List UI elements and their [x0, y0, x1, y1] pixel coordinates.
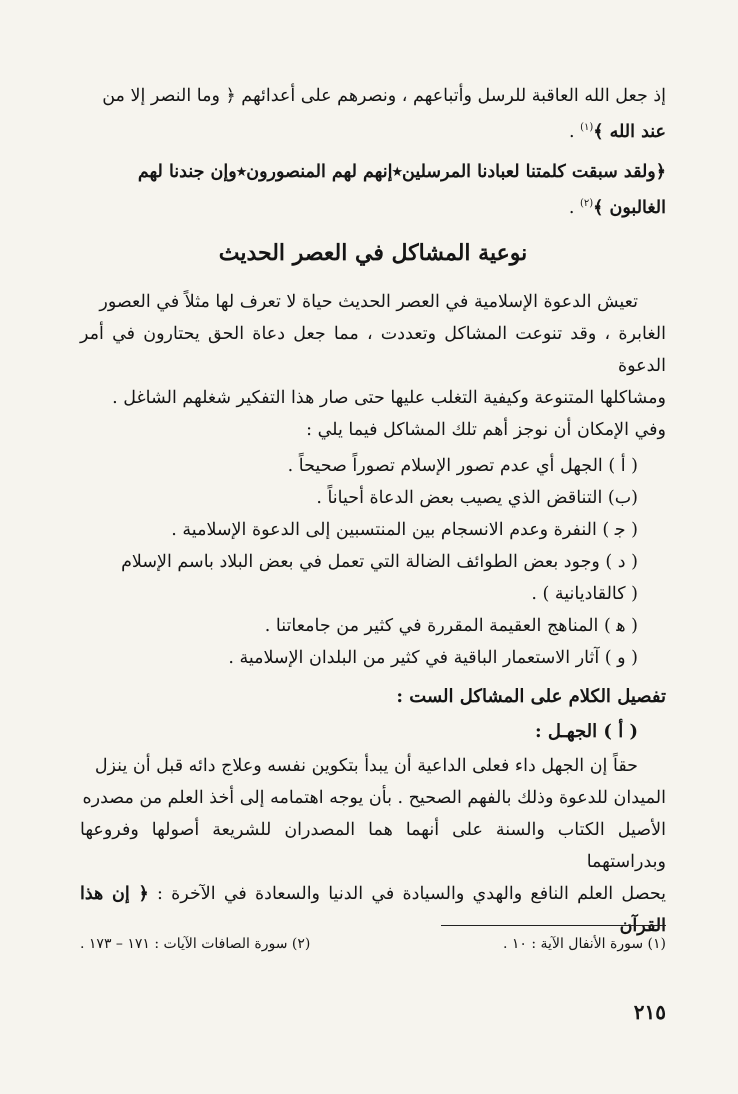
- citation-1: (١): [580, 122, 594, 133]
- period-2: .: [568, 197, 580, 218]
- verse-fragment-2: الغالبون ﴾: [593, 197, 666, 218]
- book-page: [80, 80, 666, 1054]
- footnote-1: (١) سورة الأنفال الآية : ١٠ .: [502, 936, 666, 952]
- footnote-divider: [441, 925, 666, 926]
- paragraph-2-text: يحصل العلم النافع والهدي والسيادة في الدنيا والسعادة في الآخرة :: [157, 883, 666, 904]
- page-number: ٢١٥: [633, 1000, 666, 1024]
- paragraph-2-line: الأصيل الكتاب والسنة على أنهما هما المصدران للشريعة أصولها وفروعها وبدراستهما: [80, 819, 666, 872]
- problem-item-b: (ب) التناقض الذي يصيب بعض الدعاة أحياناً .: [316, 487, 638, 508]
- problem-item-d-cont: ( كالقاديانية ) .: [531, 583, 638, 604]
- verse-line-1: ﴿ولقد سبقت كلمتنا لعبادنا المرسلين٭إنهم لهم المنصورون٭وإن جندنا لهم: [137, 161, 666, 182]
- problem-item-c: ( ﺟ ) النفرة وعدم الانسجام بين المنتسبين إلى الدعوة الإسلامية .: [171, 519, 638, 540]
- paragraph-2-line: الميدان للدعوة وذلك بالفهم الصحيح . بأن يوجه اهتمامه إلى أخذ العلم من مصدره: [82, 787, 666, 808]
- section-title: نوعية المشاكل في العصر الحديث: [218, 239, 528, 266]
- footnotes: [80, 936, 666, 952]
- paragraph-1-line: ومشاكلها المتنوعة وكيفية التغلب عليها حتى صار هذا التفكير شغلهم الشاغل .: [112, 387, 666, 408]
- details-heading: تفصيل الكلام على المشاكل الست :: [396, 685, 666, 707]
- footnote-2: (٢) سورة الصافات الآيات : ١٧١ – ١٧٣ .: [80, 936, 311, 952]
- period: .: [568, 121, 581, 142]
- paragraph-1: [80, 286, 666, 446]
- intro-line-2: [80, 112, 666, 148]
- verse-fragment: عند الله ﴾: [593, 121, 666, 142]
- paragraph-2: [80, 750, 666, 942]
- problem-item-e: ( ﻫ ) المناهج العقيمة المقررة في كثير من جامعاتنا .: [264, 615, 638, 636]
- paragraph-1-line: الغابرة ، وقد تنوعت المشاكل وتعددت ، مما جعل دعاة الحق يحتارون في أمر الدعوة: [80, 323, 666, 376]
- paragraph-1-line: وفي الإمكان أن نوجز أهم تلك المشاكل فيما يلي :: [306, 419, 666, 440]
- ignorance-heading: ( أ ) الجهـل :: [534, 720, 638, 742]
- paragraph-2-line: [80, 878, 666, 942]
- intro-line-1: إذ جعل الله العاقبة للرسل وأتباعهم ، ونصرهم على أعدائهم ﴿ وما النصر إلا من: [102, 86, 666, 106]
- paragraph-2-line: حقاً إن الجهل داء فعلى الداعية أن يبدأ بتكوين نفسه وعلاج دائه قبل أن ينزل: [94, 755, 638, 776]
- citation-2: (٢): [579, 197, 594, 209]
- quran-quote: ﴿ إن هذا القرآن: [80, 883, 666, 936]
- problem-item-f: ( و ) آثار الاستعمار الباقية في كثير من البلدان الإسلامية .: [228, 647, 638, 668]
- paragraph-1-line: تعيش الدعوة الإسلامية في العصر الحديث حياة لا تعرف لها مثلاً في العصور: [99, 291, 638, 312]
- problems-list: [80, 450, 666, 674]
- problem-item-d: ( د ) وجود بعض الطوائف الضالة التي تعمل في بعض البلاد باسم الإسلام: [121, 551, 638, 572]
- problem-item-a: ( أ ) الجهل أي عدم تصور الإسلام تصوراً صحيحاً .: [287, 455, 638, 476]
- verse-line-2: [80, 188, 666, 224]
